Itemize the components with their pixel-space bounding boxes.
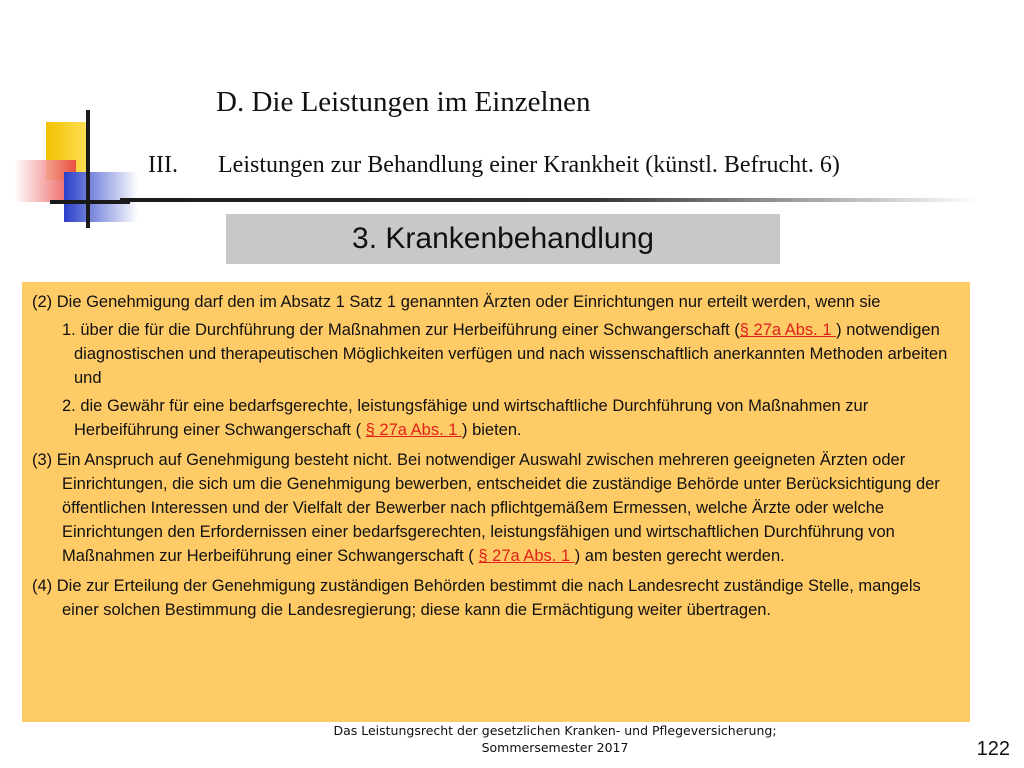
title-divider-line (120, 198, 980, 202)
paragraph-4: (4) Die zur Erteilung der Genehmigung zuständigen Behörden bestimmt die nach Landesrecht zuständige Stelle, mangels einer solchen Bestimmung die Landesregierung; diese kann die Ermächtigung weiter übertragen. (32, 577, 921, 619)
item-1-text-after: ) notwendigen diagnostischen und therapeutischen Möglichkeiten verfügen und nach wissenschaftlich anerkannten Methoden arbeiten und (74, 321, 948, 387)
page-number: 122 (976, 738, 1010, 760)
slide-title: D. Die Leistungen im Einzelnen (216, 86, 591, 118)
decorative-logo (0, 0, 150, 240)
paragraph-2-item-1 (62, 318, 958, 390)
section-heading: 3. Krankenbehandlung (352, 222, 654, 255)
footer-line-1: Das Leistungsrecht der gesetzlichen Kranken- und Pflegeversicherung; (333, 723, 777, 738)
item-2-text-after: ) bieten. (462, 421, 522, 439)
paragraph-3 (32, 448, 958, 568)
paragraph-2: (2) Die Genehmigung darf den im Absatz 1 Satz 1 genannten Ärzten oder Einrichtungen nur erteilt werden, wenn sie (32, 293, 881, 311)
item-2-text-before: 2. die Gewähr für eine bedarfsgerechte, leistungsfähige und wirtschaftliche Durchführung von Maßnahmen zur Herbeiführung einer Schwangerschaft ( (62, 397, 869, 439)
subtitle-text: Leistungen zur Behandlung einer Krankheit (künstl. Befrucht. 6) (218, 152, 840, 178)
item-1-reference-link[interactable]: § 27a Abs. 1 (739, 321, 837, 339)
logo-blue-square (64, 172, 138, 222)
content-box (22, 282, 970, 722)
logo-horizontal-line (50, 200, 130, 204)
item-2-reference-link[interactable]: § 27a Abs. 1 (365, 421, 462, 439)
footer-line-2: Sommersemester 2017 (481, 740, 629, 755)
item-1-text-before: 1. über die für die Durchführung der Maßnahmen zur Herbeiführung einer Schwangerschaft ( (62, 321, 740, 339)
slide-subtitle (148, 152, 840, 179)
paragraph-3-text-before: (3) Ein Anspruch auf Genehmigung besteht nicht. Bei notwendiger Auswahl zwischen mehreren geeigneten Ärzten oder Einrichtungen, die sich um die Genehmigung bewerben, entscheidet die zuständige Behörde unter Berücksichtigung der öffentlichen Interessen und der Vielfalt der Bewerber nach pflichtgemäßem Ermessen, welche Ärzte oder welche Einrichtungen den Erfordernissen einer bedarfsgerechten, leistungsfähigen und wirtschaftlichen Durchführung von Maßnahmen zur Herbeiführung einer Schwangerschaft ( (32, 451, 940, 565)
slide-footer (310, 722, 800, 756)
paragraph-2-item-2 (62, 394, 958, 442)
paragraph-3-text-after: ) am besten gerecht werden. (574, 547, 785, 565)
paragraph-3-reference-link[interactable]: § 27a Abs. 1 (478, 547, 575, 565)
logo-vertical-line (86, 110, 90, 228)
subtitle-number: III. (148, 152, 178, 178)
section-heading-box (226, 214, 780, 264)
